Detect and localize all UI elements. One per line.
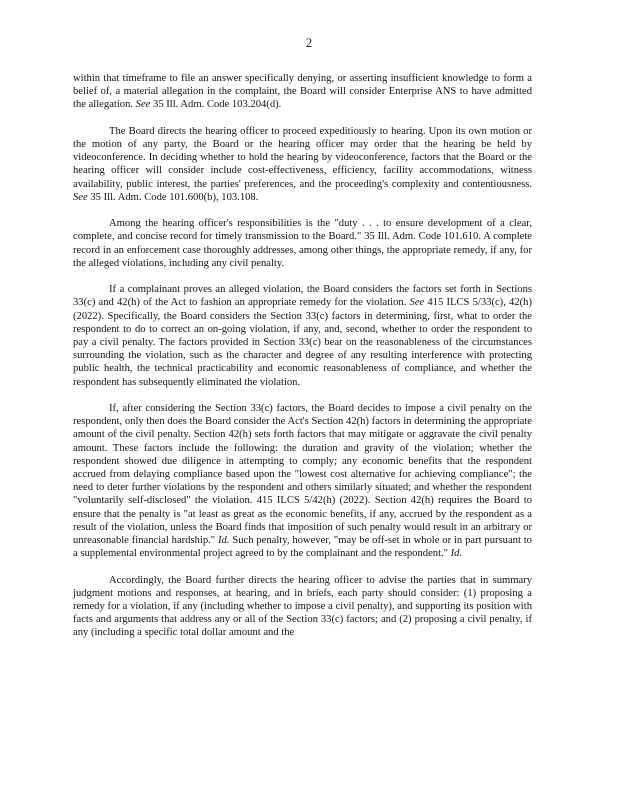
document-body (73, 72, 532, 640)
paragraph-section-42h-factors: If, after considering the Section 33(c) factors, the Board decides to impose a civil penalty on the respondent, only then does the Board consider the Act's Section 42(h) factors in determining the appropriate amount of the civil penalty. Section 42(h) sets forth factors that may mitigate or aggravate the civil penalty amount. These factors include the following: the duration and gravity of the violation; whether the respondent showed due diligence in attempting to comply; any economic benefits that the respondent accrued from delaying compliance based upon the "lowest cost alternative for achieving compliance"; the need to deter further violations by the respondent and others similarly situated; and whether the respondent "voluntarily self-disclosed" the violation. 415 ILCS 5/42(h) (2022). Section 42(h) requires the Board to ensure that the penalty is "at least as great as the economic benefits, if any, accrued by the respondent as a result of the violation, unless the Board finds that imposition of such penalty would result in an arbitrary or unreasonable financial hardship." Id. Such penalty, however, "may be off-set in whole or in part pursuant to a supplemental environmental project agreed to by the complainant and the respondent." Id. (73, 403, 532, 560)
page-number: 2 (305, 36, 313, 50)
paragraph-hearing-directive: The Board directs the hearing officer to proceed expeditiously to hearing. Upon its own motion or the motion of any party, the Board or the hearing officer may order that the hearing be held by videoconference. In deciding whether to hold the hearing by videoconference, factors that the Board or the hearing officer will consider include cost-effectiveness, efficiency, facility accommodations, witness availability, public interest, the parties' preferences, and the proceeding's complexity and contentiousness. See 35 Ill. Adm. Code 101.600(b), 103.108. (73, 125, 532, 203)
paragraph-answer-deadline: within that timeframe to file an answer specifically denying, or asserting insufficient knowledge to form a belief of, a material allegation in the complaint, the Board will consider Enterprise ANS to have admitted the allegation. See 35 Ill. Adm. Code 103.204(d). (73, 73, 532, 111)
paragraph-remedy-proposal: Accordingly, the Board further directs the hearing officer to advise the parties that in summary judgment motions and responses, at hearing, and in briefs, each party should consider: (1) proposing a remedy for a violation, if any (including whether to impose a civil penalty), and supporting its position with facts and arguments that address any or all of the Section 33(c) factors; and (2) proposing a civil penalty, if any (including a specific total dollar amount and the (73, 574, 532, 639)
paragraph-hearing-officer-duties: Among the hearing officer's responsibilities is the "duty . . . to ensure development of a clear, complete, and concise record for timely transmission to the Board." 35 Ill. Adm. Code 101.610. A complete record in an enforcement case thoroughly addresses, among other things, the appropriate remedy, if any, for the alleged violations, including any civil penalty. (73, 218, 532, 269)
paragraph-section-33c-factors: If a complainant proves an alleged violation, the Board considers the factors set forth in Sections 33(c) and 42(h) of the Act to fashion an appropriate remedy for the violation. See 415 ILCS 5/33(c), 42(h) (2022). Specifically, the Board considers the Section 33(c) factors in determining, first, what to order the respondent to do to correct an on-going violation, if any, and, second, whether to order the respondent to pay a civil penalty. The factors provided in Section 33(c) bear on the reasonableness of the circumstances surrounding the violation, such as the character and degree of any resulting interference with protecting public health, the technical practicability and economic reasonableness of compliance, and whether the respondent has subsequently eliminated the violation. (73, 284, 532, 388)
